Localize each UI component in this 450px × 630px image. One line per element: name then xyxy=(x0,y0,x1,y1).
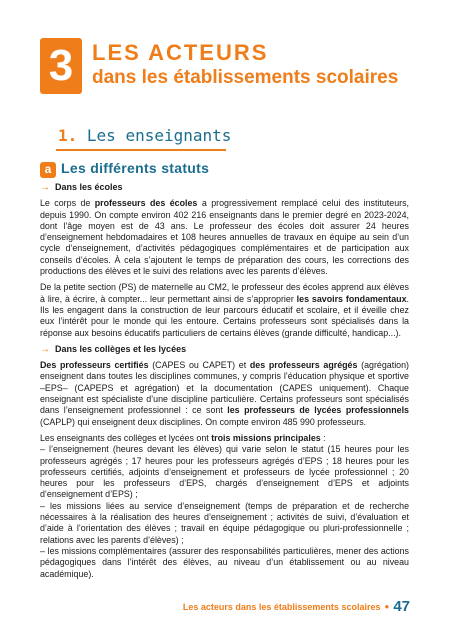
text-run: Les enseignants des collèges et lycées ont xyxy=(40,432,212,443)
text-run: Le corps de xyxy=(40,198,95,209)
text-run: (CAPES ou CAPET) et xyxy=(148,360,250,371)
bold-run: les professeurs de lycées professionnels xyxy=(227,405,409,416)
text-run: . Ils les engagent dans la construction de leur parcours éducatif et scolaire, et il éveille chez eux l’intérêt pour le monde qui les entoure. Certains professeurs sont spécialisés dans la réponse aux besoins éducatifs particuliers de certains élèves (grande difficulté, handicap...). xyxy=(40,293,409,338)
text-run: : xyxy=(320,432,326,443)
subsection-letter-badge: a xyxy=(40,162,56,178)
bold-run: les savoirs fondamentaux xyxy=(296,293,407,304)
heading-colleges-text: Dans les collèges et les lycées xyxy=(55,343,187,354)
subsection-title: Les différents statuts xyxy=(61,160,210,176)
section-underline xyxy=(56,149,226,151)
arrow-right-icon: → xyxy=(40,182,50,193)
text-run: (CAPLP) qui enseignent deux disciplines. On compte environ 485 990 professeurs. xyxy=(40,416,367,427)
paragraph-ecoles-1 xyxy=(40,198,409,277)
bold-run: professeurs des écoles xyxy=(94,198,198,209)
section-title xyxy=(58,126,231,145)
bold-run: Des professeurs certifiés xyxy=(40,360,149,371)
heading-ecoles xyxy=(40,182,409,193)
paragraph-ecoles-2 xyxy=(40,282,409,338)
heading-colleges xyxy=(40,344,409,355)
text-run: De la petite section (PS) de maternelle au CM2, le professeur des écoles apprend aux élèves à lire, à écrire, à compter... leur permettant ainsi de s’approprier xyxy=(40,282,409,304)
bold-run: trois missions principales xyxy=(211,432,321,443)
paragraph-colleges-1 xyxy=(40,360,409,428)
chapter-number-box xyxy=(40,38,82,94)
chapter-subtitle: dans les établissements scolaires xyxy=(92,67,399,88)
paragraph-colleges-2 xyxy=(40,433,409,444)
section-title-text: Les enseignants xyxy=(86,126,232,145)
footer-bullet-icon: ● xyxy=(384,602,390,611)
chapter-number: 3 xyxy=(48,41,74,90)
chapter-title: LES ACTEURS xyxy=(92,40,269,65)
text-run: (agrégation) enseignent dans toutes les disciplines communes, y compris l’éducation physique et sportive –EPS– (CAPEPS et agrégation) et la documentation (CAPES uniquement). Chaque enseignant est spécialiste d’une discipline particulière. Certains professeurs sont spécialisés dans l’enseignement professionnel : ce sont xyxy=(40,360,409,416)
page-footer xyxy=(183,598,410,615)
bold-run: des professeurs agrégés xyxy=(249,360,358,371)
list-item-mission-3: – les missions complémentaires (assurer des responsabilités particulières, mener des actions pédagogiques dans l’intérêt des élèves, au niveau d’un établissement ou au niveau académique). xyxy=(40,545,409,579)
page-number: 47 xyxy=(393,598,410,615)
footer-running-title: Les acteurs dans les établissements scolaires xyxy=(182,601,381,612)
heading-ecoles-text: Dans les écoles xyxy=(55,182,123,192)
list-item-mission-2: – les missions liées au service d’enseignement (temps de préparation et de recherche nécessaires à la réalisation des heures d’enseignement ; activités de suivi, d’évaluation et d’aide à l’orientation des élèves ; travail en équipe pédagogique ou pluri-professionnelle ; relations avec les parents d’élèves) ; xyxy=(40,500,409,545)
text-run: a progressivement remplacé celui des instituteurs, depuis 1990. On compte environ 402 216 enseignants dans le premier degré en 2023-2024, dont l’âge moyen est de 43 ans. Le professeur des écoles doit assurer 24 heures d’enseignement hebdomadaires et 108 heures annuelles de travaux en équipe au sein d’un cycle d’enseignement, d’activités pédagogiques complémentaires et de participation aux conseils d’écoles. À cela s’ajoutent le temps de préparation des cours, les corrections des productions des élèves et le suivi des relations avec les parents d’élèves. xyxy=(40,198,409,277)
section-number: 1. xyxy=(58,126,78,145)
list-item-mission-1: – l’enseignement (heures devant les élèves) qui varie selon le statut (15 heures pour les professeurs agrégés ; 17 heures pour les professeurs agrégés d’EPS ; 18 heures pour les professeurs certifiés, adjoints d’enseignement et professeurs de lycée professionnel ; 20 heures pour les professeurs d’EPS, chargés d’enseignement d’EPS et adjoints d’enseignement d’EPS) ; xyxy=(40,444,409,500)
body-text xyxy=(40,182,409,580)
arrow-right-icon: → xyxy=(40,343,50,355)
